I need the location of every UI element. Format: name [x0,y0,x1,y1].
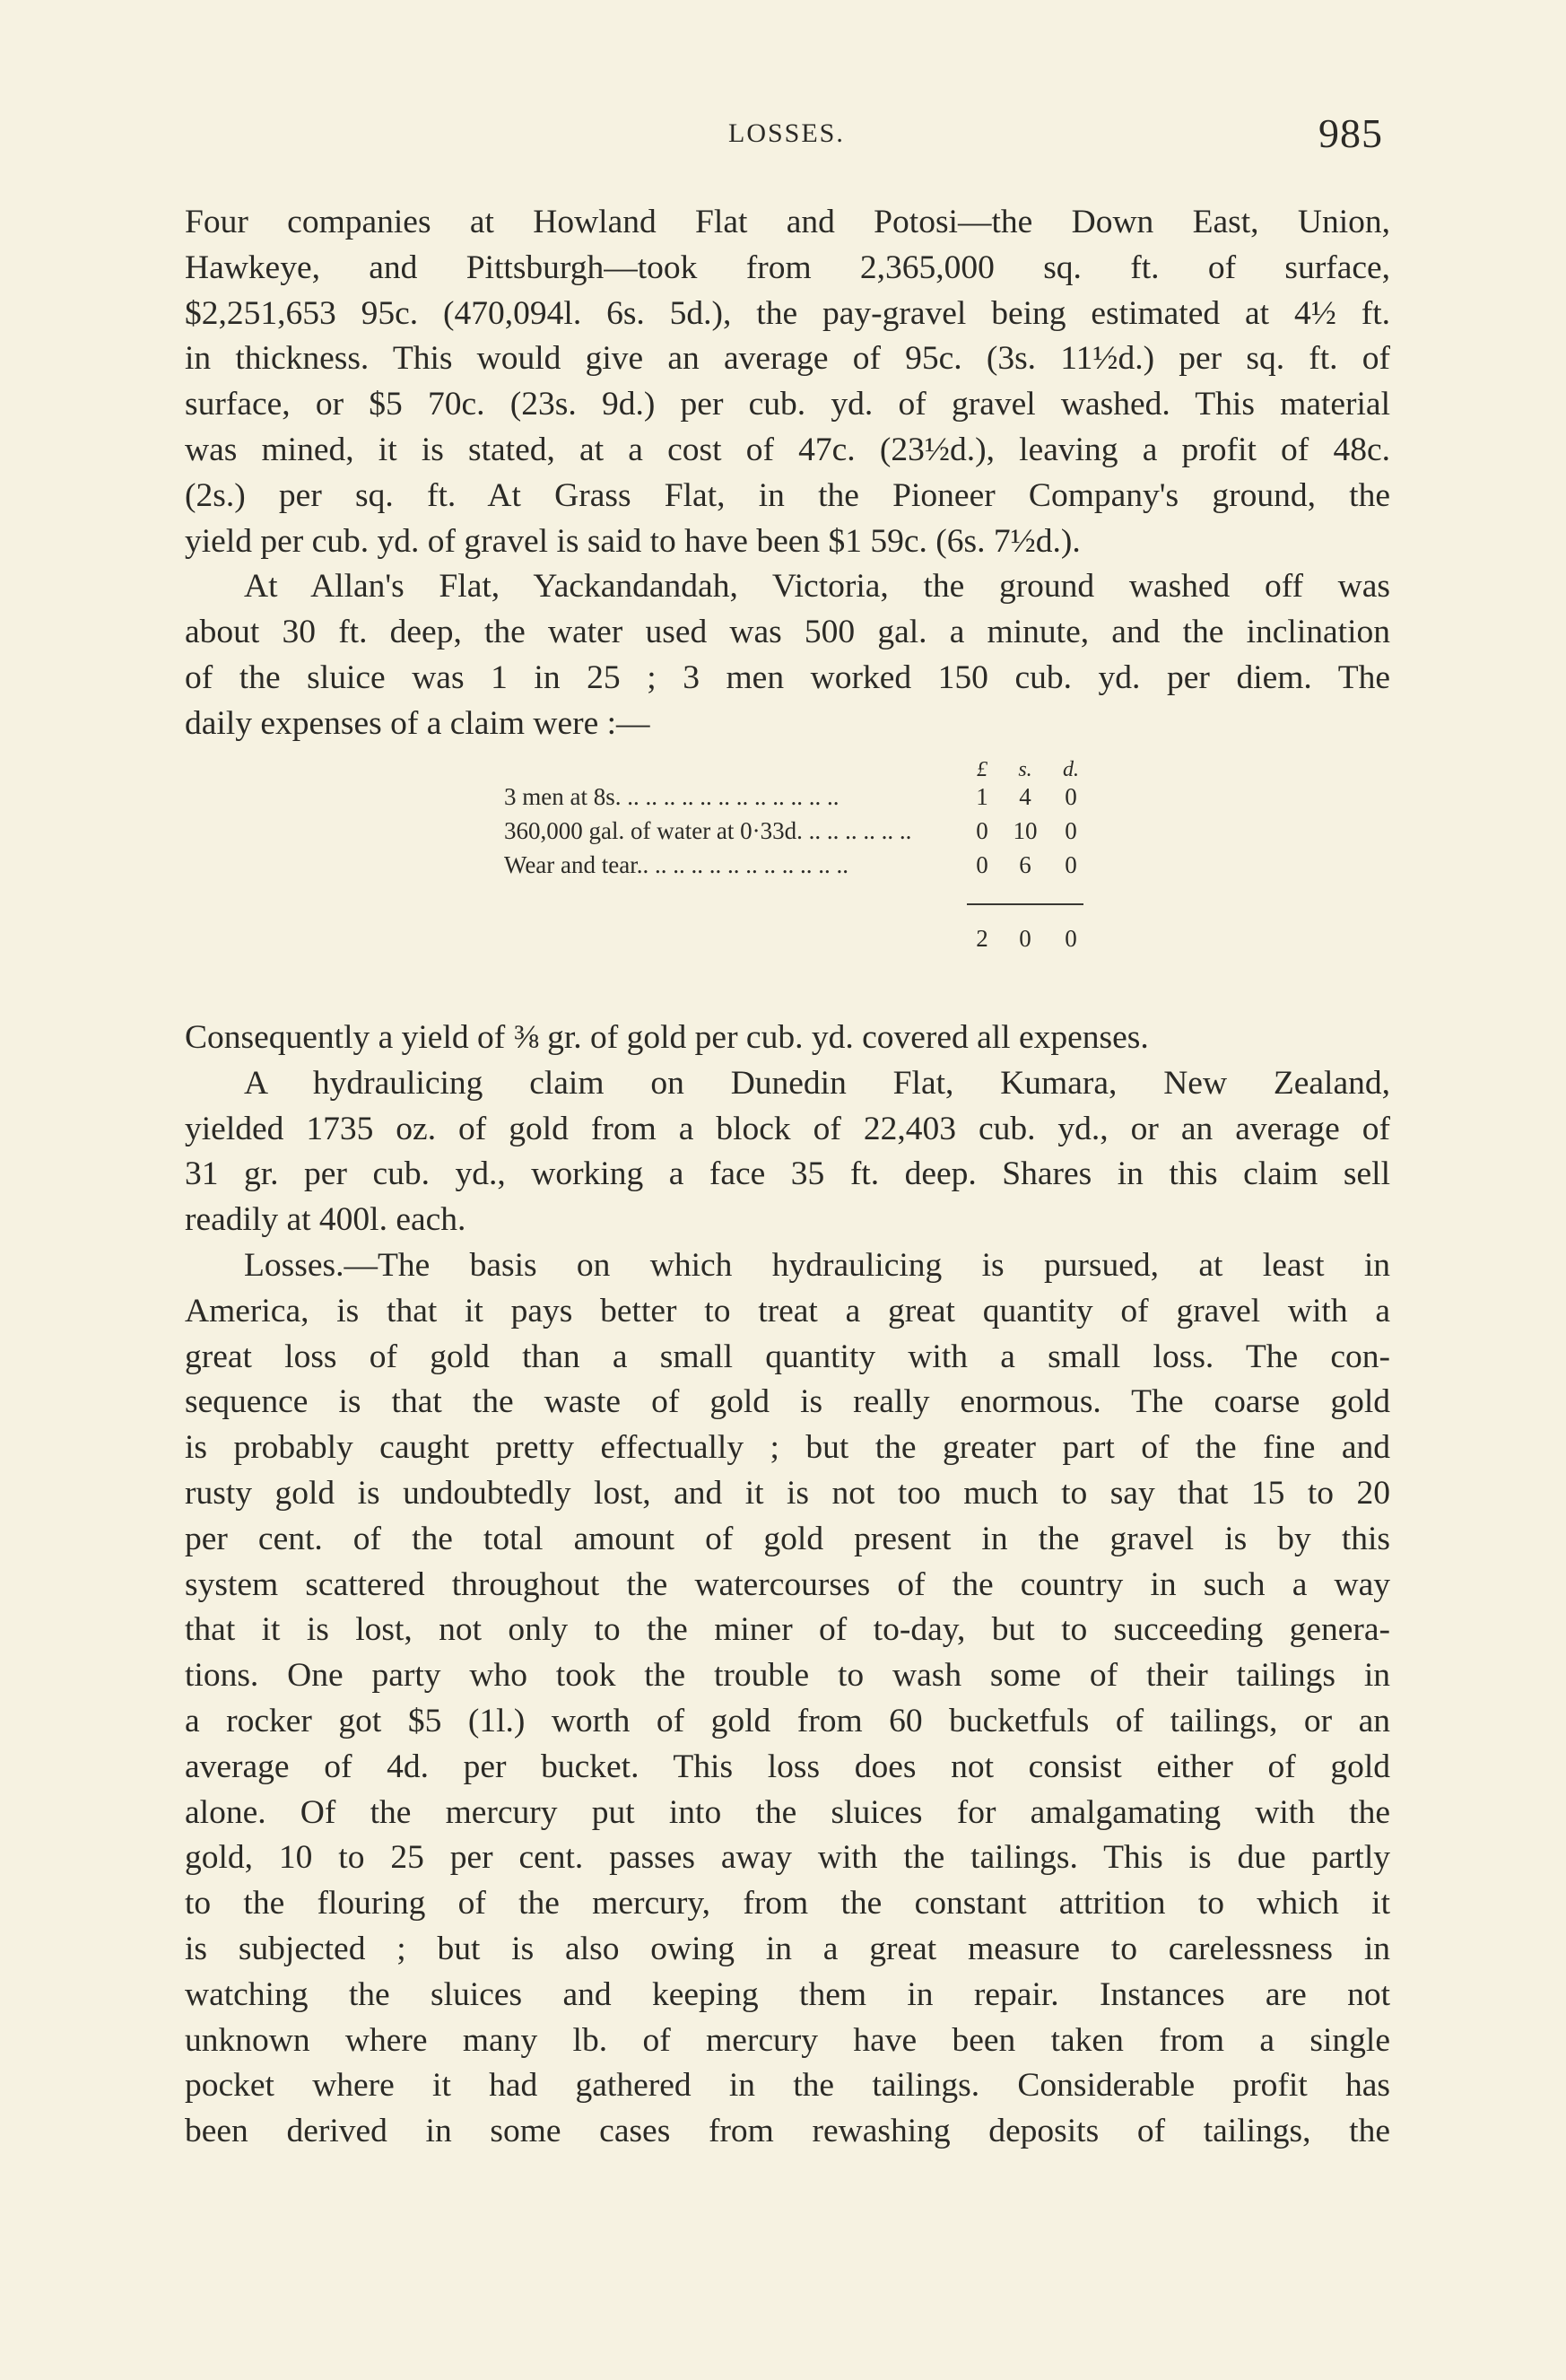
text-line: 31 gr. per cub. yd., working a face 35 ft. deep. Shares in this claim sell [185,1155,1390,1193]
text-line: is subjected ; but is also owing in a great measure to carelessness in [185,1931,1390,1967]
column-header: s. [1018,758,1032,781]
table-total-cell: 2 [976,925,988,952]
page-number: 985 [1318,110,1383,156]
table-cell: 0 [1065,783,1077,810]
text-line: (2s.) per sq. ft. At Grass Flat, in the Pioneer Company's ground, the [185,476,1390,514]
text-line: Hawkeye, and Pittsburgh—took from 2,365,000 sq. ft. of surface, [185,248,1390,286]
table-row-label: Wear and tear.. .. .. .. .. .. .. .. .. .. .. .. [504,851,848,878]
text-line: daily expenses of a claim were :— [185,704,650,742]
table-cell: 1 [976,783,988,810]
text-line: per cent. of the total amount of gold present in the gravel is by this [185,1520,1390,1557]
table-cell: 0 [1065,851,1077,878]
text-line: rusty gold is undoubtedly lost, and it is not too much to say that 15 to 20 [185,1475,1390,1512]
table-row-label: 3 men at 8s. .. .. .. .. .. .. .. .. .. .. .. .. [504,783,840,810]
text-line: America, is that it pays better to treat a great quantity of gravel with a [185,1292,1390,1329]
text-line: about 30 ft. deep, the water used was 500 gal. a minute, and the inclination [185,614,1390,651]
text-line: Consequently a yield of ⅜ gr. of gold per cub. yd. covered all expenses. [185,1019,1149,1056]
table-cell: 6 [1019,851,1031,878]
text-line: gold, 10 to 25 per cent. passes away with the tailings. This is due partly [185,1839,1390,1877]
text-line: that it is lost, not only to the miner of to-day, but to succeeding genera- [185,1611,1390,1649]
table-sum-rule [967,903,1083,905]
text-line: to the flouring of the mercury, from the constant attrition to which it [185,1885,1390,1922]
text-line: surface, or $5 70c. (23s. 9d.) per cub. yd. of gravel washed. This material [185,386,1390,423]
text-line: sequence is that the waste of gold is really enormous. The coarse gold [185,1383,1390,1421]
running-head: LOSSES. [728,118,845,148]
text-line: of the sluice was 1 in 25 ; 3 men worked 150 cub. yd. per diem. The [185,659,1390,696]
text-line: Losses.—The basis on which hydraulicing is pursued, at least in [244,1247,1390,1284]
text-line: readily at 400l. each. [185,1201,466,1239]
text-line: system scattered throughout the watercourses of the country in such a way [185,1565,1390,1603]
text-line: is probably caught pretty effectually ; but the greater part of the fine and [185,1429,1390,1467]
table-cell: 0 [976,851,988,878]
text-line: A hydraulicing claim on Dunedin Flat, Kumara, New Zealand, [244,1064,1390,1102]
text-line: alone. Of the mercury put into the sluices for amalgamating with the [185,1793,1390,1831]
column-header: £ [977,758,987,781]
text-line: pocket where it had gathered in the tailings. Considerable profit has [185,2067,1390,2105]
text-line: yield per cub. yd. of gravel is said to have been $1 59c. (6s. 7½d.). [185,522,1081,560]
text-line: unknown where many lb. of mercury have been taken from a single [185,2021,1390,2059]
text-line: tions. One party who took the trouble to wash some of their tailings in [185,1657,1390,1695]
text-line: $2,251,653 95c. (470,094l. 6s. 5d.), the pay-gravel being estimated at 4½ ft. [185,294,1390,332]
text-line: yielded 1735 oz. of gold from a block of 22,403 cub. yd., or an average of [185,1110,1390,1147]
column-header: d. [1063,758,1079,781]
table-cell: 10 [1013,817,1038,844]
table-total-cell: 0 [1019,925,1031,952]
table-cell: 0 [1065,817,1077,844]
text-line: average of 4d. per bucket. This loss does not consist either of gold [185,1748,1390,1785]
text-line: watching the sluices and keeping them in repair. Instances are not [185,1975,1390,2013]
text-line: great loss of gold than a small quantity with a small loss. The con- [185,1338,1390,1375]
text-line: was mined, it is stated, at a cost of 47c. (23½d.), leaving a profit of 48c. [185,432,1390,468]
text-line: in thickness. This would give an average of 95c. (3s. 11½d.) per sq. ft. of [185,340,1390,378]
text-line: Four companies at Howland Flat and Potosi—the Down East, Union, [185,204,1390,240]
text-line: At Allan's Flat, Yackandandah, Victoria, the ground washed off was [244,568,1390,606]
table-total-cell: 0 [1065,925,1077,952]
text-line: been derived in some cases from rewashing deposits of tailings, the [185,2113,1390,2150]
text-line: a rocker got $5 (1l.) worth of gold from 60 bucketfuls of tailings, or an [185,1703,1390,1739]
table-cell: 0 [976,817,988,844]
table-row-label: 360,000 gal. of water at 0·33d. .. .. .. .. .. .. [504,817,912,844]
table-cell: 4 [1019,783,1031,810]
